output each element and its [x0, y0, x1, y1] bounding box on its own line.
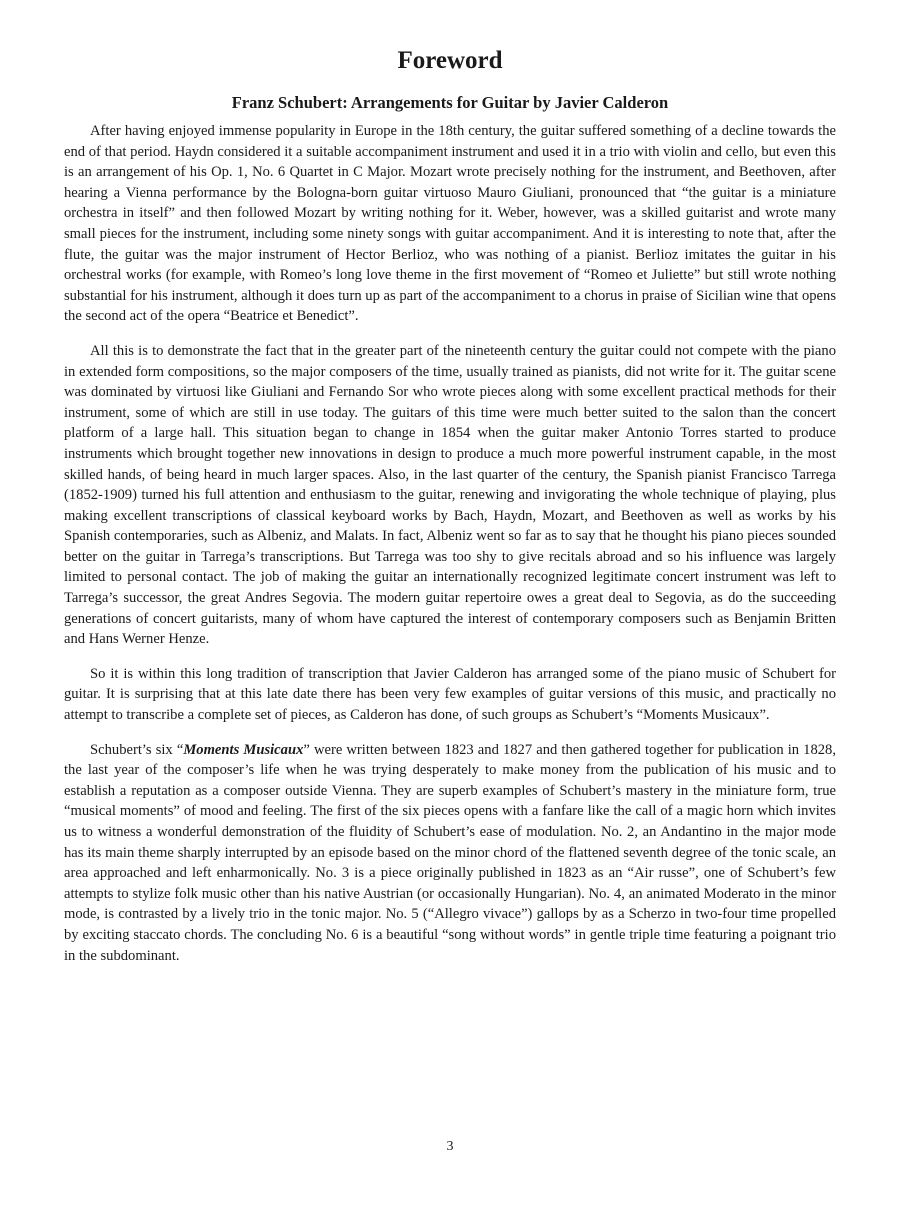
paragraph-4 — [64, 740, 836, 967]
page-title: Foreword — [397, 47, 503, 74]
paragraph-3: So it is within this long tradition of transcription that Javier Calderon has arranged some of the piano music of Schubert for guitar. It is surprising that at this late date there has been very few examples of guitar versions of this music, and practically no attempt to transcribe a complete set of pieces, as Calderon has done, of such groups as Schubert’s “Moments Musicaux”. — [64, 665, 836, 724]
paragraph-1: After having enjoyed immense popularity in Europe in the 18th century, the guitar suffered something of a decline towards the end of that period. Haydn considered it a suitable accompaniment instrument and used it in a trio with violin and cello, but even this is an arrangement of his Op. 1, No. 6 Quartet in C Major. Mozart wrote precisely nothing for the instrument, and Beethoven, after hearing a Vienna performance by the Bologna-born guitar virtuoso Mauro Giuliani, pronounced that “the guitar is a miniature orchestra in itself” and then followed Mozart by writing nothing for it. Weber, however, was a skilled guitarist and wrote many small pieces for the instrument, including some ninety songs with guitar accompaniment. And it is interesting to note that, after the flute, the guitar was the major instrument of Hector Berlioz, who was nothing of a pianist. Berlioz imitates the guitar in his orchestral works (for example, with Romeo’s long love theme in the first movement of “Romeo et Juliette” but still wrote nothing substantial for his instrument, although it does turn up as part of the accompaniment to a chorus in praise of Sicilian wine that opens the second act of the opera “Beatrice et Benedict”. — [64, 123, 836, 325]
page-subtitle: Franz Schubert: Arrangements for Guitar by Javier Calderon — [231, 93, 669, 112]
paragraph-4-emphasis: Moments Musicaux — [183, 741, 304, 758]
page-number: 3 — [446, 1139, 454, 1154]
paragraph-4-rest: ” were written between 1823 and 1827 and then gathered together for publication in 1828, the last year of the composer’s life when he was trying desperately to make money from the publication of his music and to establish a reputation as a composer outside Vienna. They are superb examples of Schubert’s mastery in the miniature form, true “musical moments” of mood and feeling. The first of the six pieces opens with a fanfare like the call of a magic horn which invites us to witness a wonderful demonstration of the fluidity of Schubert’s ease of modulation. No. 2, an Andantino in the major mode has its main theme sharply interrupted by an episode based on the minor chord of the flattened seventh degree of the tonic scale, an area approached and left enharmonically. No. 3 is a piece originally published in 1823 as an “Air russe”, one of Schubert’s few attempts to stylize folk music other than his native Austrian (or occasionally Hungarian). No. 4, an animated Moderato in the minor mode, is contrasted by a lively trio in the tonic major. No. 5 (“Allegro vivace”) gallops by as a Scherzo in two-four time propelled by exciting staccato chords. The concluding No. 6 is a beautiful “song without words” in gentle triple time featuring a poignant trio in the subdominant. — [64, 741, 836, 964]
paragraph-2: All this is to demonstrate the fact that in the greater part of the nineteenth century the guitar could not compete with the piano in extended form compositions, so the major composers of the time, usually trained as pianists, did not write for it. The guitar scene was dominated by virtuosi like Giuliani and Fernando Sor who wrote pieces along with some excellent practical methods for their instrument, some of which are still in use today. The guitars of this time were much better suited to the salon than the concert platform of a large hall. This situation began to change in 1854 when the guitar maker Antonio Torres started to produce instruments which brought together new innovations in design to produce a much more powerful instrument capable, in the most skilled hands, of being heard in much larger spaces. Also, in the last quarter of the century, the Spanish pianist Francisco Tarrega (1852-1909) turned his full attention and enthusiasm to the guitar, renewing and invigorating the whole technique of playing, plus making excellent transcriptions of classical keyboard works by Bach, Haydn, Mozart, and Beethoven as well as works by his Spanish contemporaries, such as Albeniz, and Malats. In fact, Albeniz went so far as to say that he thought his piano pieces sounded better on the guitar in Tarrega’s transcriptions. But Tarrega was too shy to give recitals abroad and so his influence was largely limited to personal contact. The job of making the guitar an internationally recognized legitimate concert instrument was left to Tarrega’s successor, the great Andres Segovia. The modern guitar repertoire owes a great deal to Segovia, as do the succeeding generations of concert guitarists, many of whom have captured the interest of contemporary composers such as Benjamin Britten and Hans Werner Henze. — [64, 342, 836, 648]
paragraph-4-prefix: Schubert’s six “ — [90, 741, 184, 758]
